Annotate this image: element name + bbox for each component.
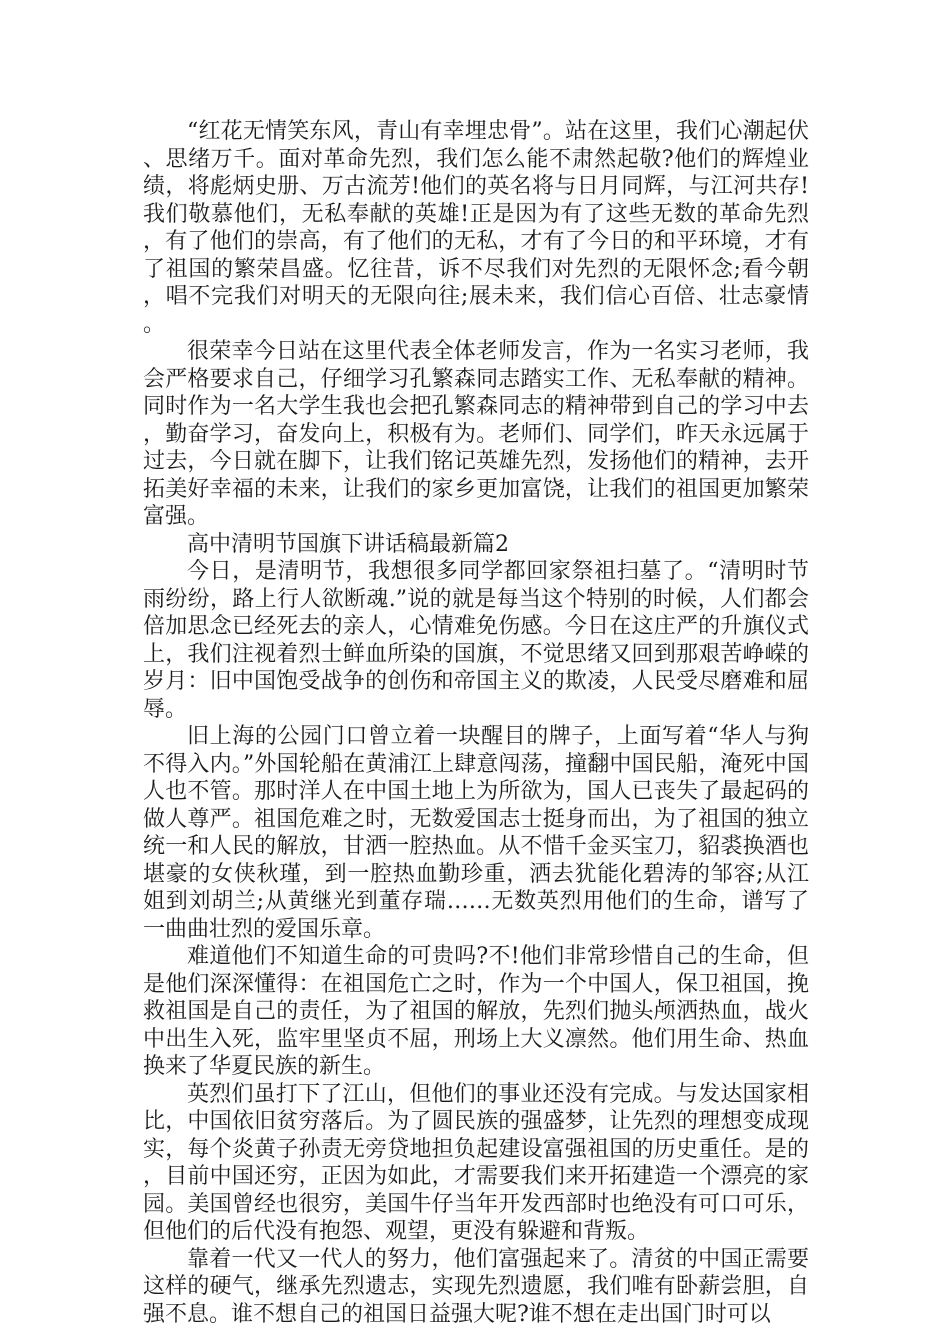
paragraph-4: 旧上海的公园门口曾立着一块醒目的牌子，上面写着“华人与狗不得入内。”外国轮船在黄浦江上肆意闯荡，撞翻中国民船，淹死中国人也不管。那时洋人在中国土地上为所欲为，国人已丧失了最起码的做人尊严。祖国危难之时，无数爱国志士挺身而出，为了祖国的独立统一和人民的解放，甘洒一腔热血。从不惜千金买宝刀，貂裘换酒也堪豪的女侠秋瑾，到一腔热血勤珍重，洒去犹能化碧涛的邹容;从江姐到刘胡兰;从黄继光到董存瑞……无数英烈用他们的生命，谱写了一曲曲壮烈的爱国乐章。 bbox=[143, 724, 809, 942]
paragraph-7: 靠着一代又一代人的努力，他们富强起来了。清贫的中国正需要这样的硬气，继承先烈遗志，实现先烈遗愿，我们唯有卧薪尝胆，自强不息。谁不想自己的祖国日益强大呢?谁不想在走出国门时可以 bbox=[143, 1246, 809, 1327]
document-page bbox=[143, 118, 809, 1328]
paragraph-6: 英烈们虽打下了江山，但他们的事业还没有完成。与发达国家相比，中国依旧贫穷落后。为了圆民族的强盛梦，让先烈的理想变成现实，每个炎黄子孙责无旁贷地担负起建设富强祖国的历史重任。是的，目前中国还穷，正因为如此，才需要我们来开拓建造一个漂亮的家园。美国曾经也很穷，美国牛仔当年开发西部时也绝没有可口可乐，但他们的后代没有抱怨、观望，更没有躲避和背叛。 bbox=[143, 1081, 809, 1244]
section-heading: 高中清明节国旗下讲话稿最新篇2 bbox=[187, 531, 509, 557]
paragraph-5: 难道他们不知道生命的可贵吗?不!他们非常珍惜自己的生命，但是他们深深懂得：在祖国危亡之时，作为一个中国人，保卫祖国，挽救祖国是自己的责任，为了祖国的解放，先烈们抛头颅洒热血，战火中出生入死，监牢里坚贞不屈，刑场上大义凛然。他们用生命、热血换来了华夏民族的新生。 bbox=[143, 944, 809, 1079]
paragraph-1: “红花无情笑东风，青山有幸埋忠骨”。站在这里，我们心潮起伏、思绪万千。面对革命先烈，我们怎么能不肃然起敬?他们的辉煌业绩，将彪炳史册、万古流芳!他们的英名将与日月同辉，与江河共存!我们敬慕他们，无私奉献的英雄!正是因为有了这些无数的革命先烈，有了他们的崇高，有了他们的无私，才有了今日的和平环境，才有了祖国的繁荣昌盛。忆往昔，诉不尽我们对先烈的无限怀念;看今朝，唱不完我们对明天的无限向往;展未来，我们信心百倍、壮志豪情。 bbox=[143, 119, 809, 337]
paragraph-3: 今日，是清明节，我想很多同学都回家祭祖扫墓了。“清明时节雨纷纷，路上行人欲断魂.”说的就是每当这个特别的时候，人们都会倍加思念已经死去的亲人，心情难免伤感。今日在这庄严的升旗仪式上，我们注视着烈士鲜血所染的国旗，不觉思绪又回到那艰苦峥嵘的岁月：旧中国饱受战争的创伤和帝国主义的欺凌，人民受尽磨难和屈辱。 bbox=[143, 559, 809, 722]
paragraph-2: 很荣幸今日站在这里代表全体老师发言，作为一名实习老师，我会严格要求自己，仔细学习孔繁森同志踏实工作、无私奉献的精神。同时作为一名大学生我也会把孔繁森同志的精神带到自己的学习中去，勤奋学习，奋发向上，积极有为。老师们、同学们，昨天永远属于过去，今日就在脚下，让我们铭记英雄先烈，发扬他们的精神，去开拓美好幸福的未来，让我们的家乡更加富饶，让我们的祖国更加繁荣富强。 bbox=[143, 339, 809, 529]
